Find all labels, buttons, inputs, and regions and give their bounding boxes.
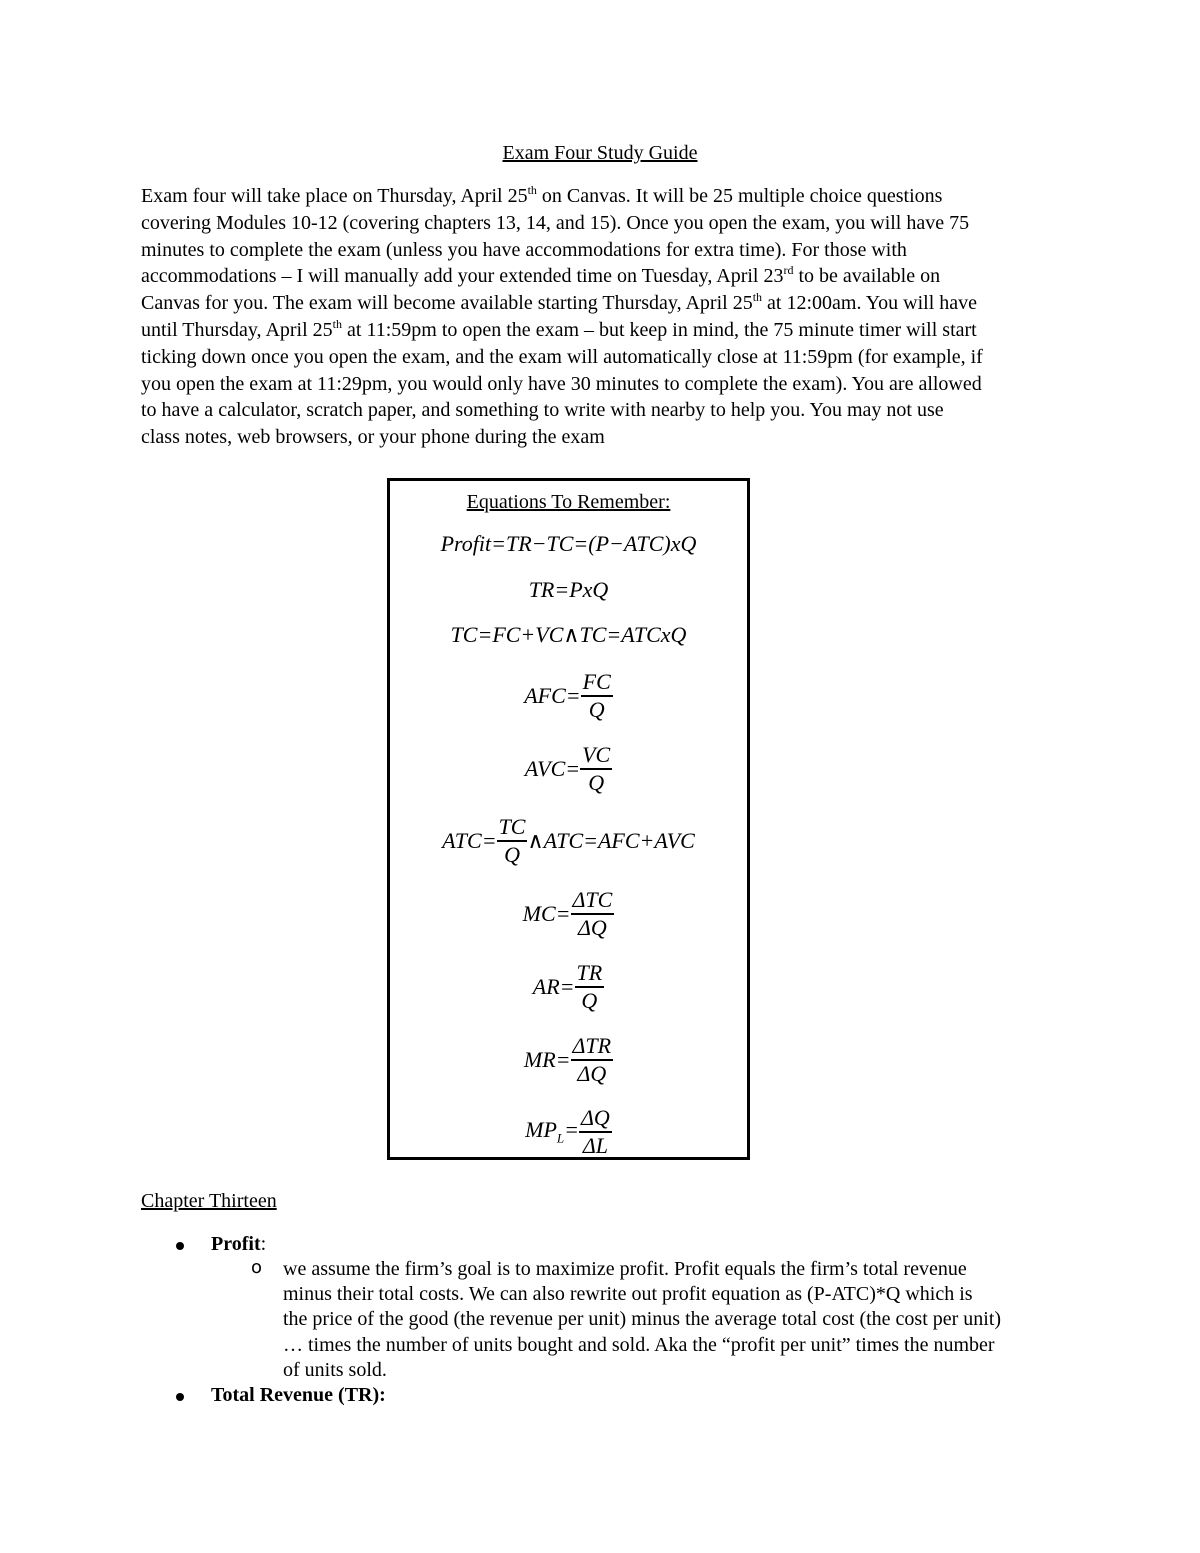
bullet-icon [176, 1242, 184, 1250]
intro-line: Exam four will take place on Thursday, April 25th on Canvas. It will be 25 multiple choice questions [141, 183, 943, 207]
equations-heading: Equations To Remember: [466, 491, 671, 513]
equation-ar: AR= $\frac{TR}{Q}$ [532, 960, 603, 1013]
intro-paragraph [141, 183, 1071, 451]
intro-line: Canvas for you. The exam will become available starting Thursday, April 25th at 12:00am. You will have [141, 290, 978, 315]
sub-bullet-icon: o [251, 1257, 263, 1278]
fraction: $\frac{\text{ΔTR}}{\Delta Q}$ [572, 1033, 612, 1086]
equation-avc: AVC= $\frac{VC}{Q}$ [524, 742, 611, 795]
fraction: $\frac{\Delta Q}{\Delta L}$ [581, 1105, 610, 1158]
intro-line: minutes to complete the exam (unless you have accommodations for extra time). For those with [141, 238, 907, 261]
bullet-label: Total Revenue (TR): [211, 1384, 386, 1406]
equation-tr: TR=PxQ [528, 577, 609, 602]
equation-profit: Profit=TR−TC=(P−ATC)xQ [440, 531, 697, 556]
intro-line: you open the exam at 11:29pm, you would only have 30 minutes to complete the exam). You are allowed [141, 372, 982, 395]
equation-mc: MC= $\frac{\text{ΔTC}}{\Delta Q}$ [522, 887, 613, 940]
intro-line: ticking down once you open the exam, and the exam will automatically close at 11:59pm (for example, if [141, 345, 983, 368]
bullet-icon [176, 1393, 184, 1401]
fraction: $\frac{VC}{Q}$ [582, 742, 611, 795]
equations-box [387, 478, 750, 1160]
intro-line: accommodations – I will manually add your extended time on Tuesday, April 23rd to be available on [141, 263, 941, 288]
fraction: $\frac{\text{ΔTC}}{\Delta Q}$ [572, 887, 613, 940]
chapter-heading: Chapter Thirteen [141, 1190, 277, 1212]
intro-line: until Thursday, April 25th at 11:59pm to open the exam – but keep in mind, the 75 minute timer will start [141, 316, 977, 341]
equation-mr: MR= $\frac{\text{ΔTR}}{\Delta Q}$ [523, 1033, 612, 1086]
equation-tc: TC=FC+VC∧TC=ATCxQ [450, 622, 687, 647]
document-page: Exam Four Study Guide Exam four will take place on Thursday, April 25th on Canvas. It will be 25 multiple choice questions covering Modules 10-12 (covering chapters 13, 14, and 15). Once you open the exam, you will have 75 minutes to complete the exam (unless you have accommodations for extra time). For those with accommodations – I will manually add your extended time on Tuesday, April 23rd to be available on Canvas for you. The exam will become available starting Thursday, April 25th at 12:00am. You will have until Thursday, April 25th at 11:59pm to open the exam – but keep in mind, the 75 minute timer will start ticking down once you open the exam, and the exam will automatically close at 11:59pm (for example, if you open the exam at 11:29pm, you would only have 30 minutes to complete the exam). You are allowed to have a calculator, scratch paper, and something to write with nearby to help you. You may not use class notes, web browsers, or your phone during the exam Equations To Remember: Profit=TR−TC=(P−ATC)xQ TR=PxQ TC=FC+VC∧TC=ATCxQ AFC= $\frac{FC}{Q}$ AVC= $\frac{VC}{Q}$ ATC= $\frac{TC}{Q}$ ∧ATC=AFC+AVC MC= $\frac{\text{ΔTC}}{\Delta Q}$ AR= $\frac{TR}{Q}$ MR= $\frac{\text{ΔTR}}{\Delta Q}$ $MP_L=$ $\frac{\Delta Q}{\Delta L}$ Chapter Thirteen Profit: o we assume the firm’s goal is to maximize profit. Profit equals the firm’s total revenue minus their total costs. We can also rewrite out profit equation as (P-ATC)*Q which is the price of the good (the revenue per unit) minus the average total cost (the cost per unit) … times the number of units bought and sold. Aka the “profit per unit” times the number of units sold. Total Revenue (TR): [0, 0, 1200, 1553]
fraction: $\frac{TR}{Q}$ [576, 960, 603, 1013]
profit-description: we assume the firm’s goal is to maximize profit. Profit equals the firm’s total revenue minus their total costs. We can also rewrite out profit equation as (P-ATC)*Q which is the price of the good (the revenue per unit) minus the average total cost (the cost per unit) … times the number of units bought and sold. Aka the “profit per unit” times the number of units sold. [283, 1258, 1002, 1381]
intro-line: covering Modules 10-12 (covering chapters 13, 14, and 15). Once you open the exam, you will have 75 [141, 211, 970, 234]
fraction: $\frac{TC}{Q}$ [498, 814, 526, 867]
bullet-label: Profit [211, 1233, 261, 1255]
equation-afc: AFC= $\frac{FC}{Q}$ [524, 669, 611, 722]
intro-line: to have a calculator, scratch paper, and something to write with nearby to help you. You may not use [141, 399, 944, 422]
equation-mpl: $MP_L=$ $\frac{\Delta Q}{\Delta L}$ [525, 1105, 610, 1158]
fraction: $\frac{FC}{Q}$ [582, 669, 611, 722]
equation-atc: ATC= $\frac{TC}{Q}$ ∧ATC=AFC+AVC [442, 814, 695, 867]
intro-line: class notes, web browsers, or your phone during the exam [141, 426, 605, 449]
page-title: Exam Four Study Guide [502, 142, 698, 164]
